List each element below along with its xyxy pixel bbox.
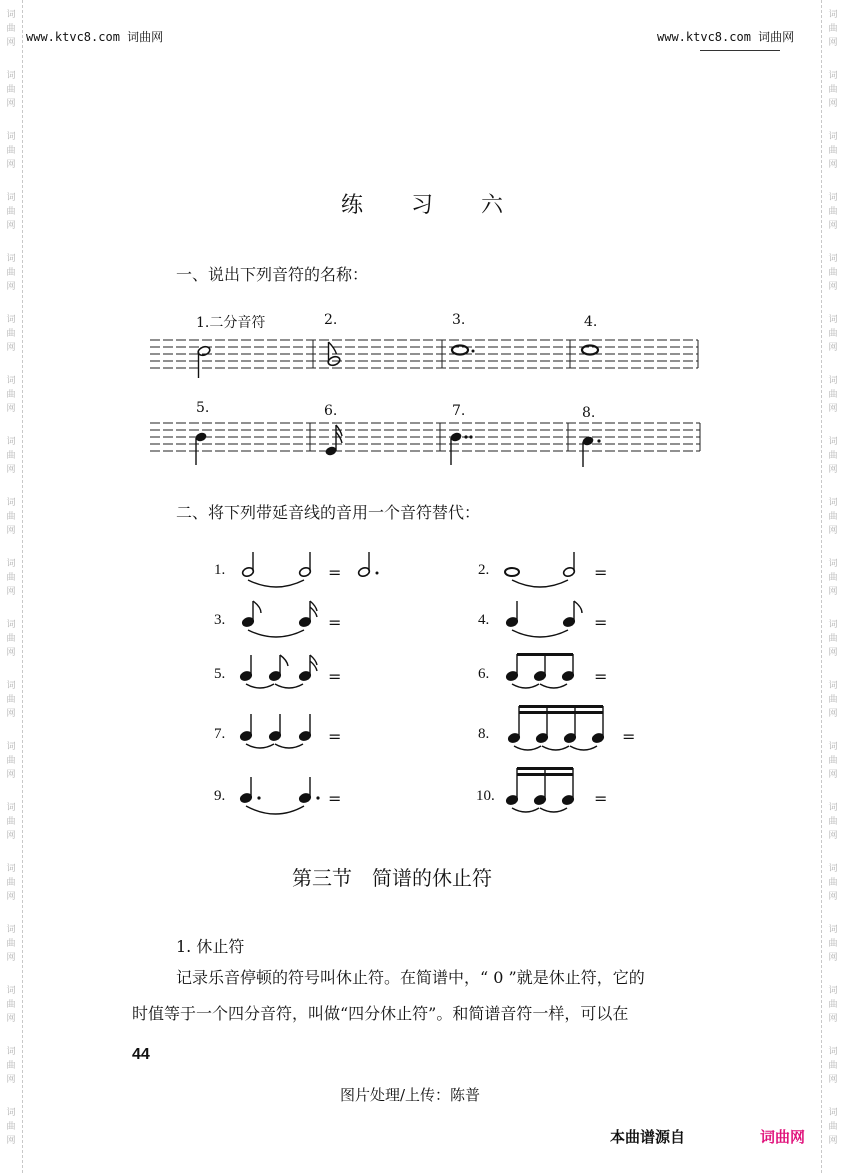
p1-item-4: 4. (584, 314, 598, 330)
beamed-sixteenths-three-icon (505, 767, 574, 812)
p1-item-5: 5. (196, 400, 210, 416)
p2-item-7-num: 7. (214, 726, 226, 742)
watermark-glyphs: 词 曲 网 (6, 559, 16, 597)
watermark-glyphs: 词 曲 网 (828, 498, 838, 536)
watermark-glyphs: 词 曲 网 (6, 803, 16, 841)
p2-item-2-num: 2. (478, 562, 490, 578)
p2-eq-2: = (594, 563, 608, 582)
watermark-glyphs: 词 曲 网 (6, 1108, 16, 1146)
watermark-glyphs: 词 曲 网 (828, 1047, 838, 1085)
quarter-eighth-sixteenth-tie-icon (239, 655, 317, 688)
watermark-glyphs: 词 曲 网 (6, 742, 16, 780)
beamed-sixteenths-four-icon (507, 705, 604, 750)
p2-item-5-num: 5. (214, 666, 226, 682)
watermark-glyphs: 词 曲 网 (828, 254, 838, 292)
p2-eq-5: = (328, 667, 342, 686)
watermark-glyphs: 词 曲 网 (6, 10, 16, 48)
p2-eq-6: = (594, 667, 608, 686)
p2-item-6-num: 6. (478, 666, 490, 682)
watermark-glyphs: 词 曲 网 (6, 1047, 16, 1085)
footer-credit: 图片处理/上传：陈普 (340, 1086, 481, 1104)
p2-eq-3: = (328, 613, 342, 632)
watermark-glyphs: 词 曲 网 (828, 71, 838, 109)
watermark-glyphs: 词 曲 网 (6, 620, 16, 658)
beamed-eighths-icon (505, 653, 574, 688)
part2-heading: 二、将下列带延音线的音用一个音符替代： (176, 503, 481, 522)
watermark-glyphs: 词 曲 网 (6, 864, 16, 902)
watermark-glyphs: 词 曲 网 (6, 315, 16, 353)
p1-item-1: 1.二分音符 (196, 315, 266, 331)
eighth-tie-sixteenth-icon (241, 601, 317, 637)
watermark-glyphs: 词 曲 网 (828, 864, 838, 902)
p2-eq-1: = (328, 563, 342, 582)
watermark-glyphs: 词 曲 网 (828, 803, 838, 841)
watermark-glyphs: 词 曲 网 (6, 132, 16, 170)
dotted-quarter-tie-icon (239, 777, 319, 814)
p2-eq-7: = (328, 727, 342, 746)
p2-item-3-num: 3. (214, 612, 226, 628)
watermark-glyphs: 词 曲 网 (828, 10, 838, 48)
watermark-glyphs: 词 曲 网 (6, 376, 16, 414)
p1-item-7: 7. (452, 403, 466, 419)
watermark-glyphs: 词 曲 网 (828, 315, 838, 353)
page-title: 练习六 (341, 193, 552, 218)
body-line-2: 时值等于一个四分音符，叫做“四分休止符”。和简谱音符一样，可以在 (132, 1004, 629, 1023)
p2-item-1-num: 1. (214, 562, 226, 578)
p1-item-8: 8. (582, 405, 596, 421)
p2-eq-10: = (594, 789, 608, 808)
p2-eq-9: = (328, 789, 342, 808)
quarter-tie-eighth-icon (505, 601, 582, 637)
watermark-glyphs: 词 曲 网 (828, 1108, 838, 1146)
header-left-site: 词曲网 (127, 30, 164, 44)
header-left-url[interactable]: www.ktvc8.com (26, 30, 120, 44)
watermark-glyphs: 词 曲 网 (6, 925, 16, 963)
three-quarters-tie-icon (239, 714, 311, 748)
body-line-1: 记录乐音停顿的符号叫休止符。在简谱中，“ 0 ”就是休止符，它的 (176, 968, 645, 987)
watermark-glyphs: 词 曲 网 (6, 986, 16, 1024)
header-right-site: 词曲网 (758, 30, 795, 44)
watermark-glyphs: 词 曲 网 (6, 681, 16, 719)
p2-item-9-num: 9. (214, 788, 226, 804)
footer-brand[interactable]: 词曲网 (760, 1128, 806, 1146)
watermark-glyphs: 词 曲 网 (828, 986, 838, 1024)
p2-item-10-num: 10. (476, 788, 495, 804)
header-right-url[interactable]: www.ktvc8.com (657, 30, 751, 44)
half-tie-half-icon (241, 552, 378, 587)
p2-eq-8: = (622, 727, 636, 746)
whole-tie-half-icon (505, 552, 576, 587)
p1-item-3: 3. (452, 312, 466, 328)
p2-item-4-num: 4. (478, 612, 490, 628)
watermark-glyphs: 词 曲 网 (6, 498, 16, 536)
watermark-glyphs: 词 曲 网 (828, 559, 838, 597)
section-title: 第三节 简谱的休止符 (292, 866, 492, 890)
part1-heading: 一、说出下列音符的名称： (176, 265, 369, 284)
page-number: 44 (132, 1046, 150, 1063)
watermark-glyphs: 词 曲 网 (828, 742, 838, 780)
watermark-glyphs: 词 曲 网 (828, 620, 838, 658)
watermark-glyphs: 词 曲 网 (828, 681, 838, 719)
watermark-glyphs: 词 曲 网 (6, 193, 16, 231)
p2-eq-4: = (594, 613, 608, 632)
footer-source: 本曲谱源自 (610, 1128, 686, 1146)
watermark-glyphs: 词 曲 网 (6, 71, 16, 109)
watermark-glyphs: 词 曲 网 (6, 437, 16, 475)
section-subheading: 1. 休止符 (176, 937, 245, 956)
watermark-glyphs: 词 曲 网 (828, 193, 838, 231)
p1-item-6: 6. (324, 403, 338, 419)
watermark-glyphs: 词 曲 网 (828, 376, 838, 414)
watermark-glyphs: 词 曲 网 (6, 254, 16, 292)
watermark-glyphs: 词 曲 网 (828, 437, 838, 475)
watermark-glyphs: 词 曲 网 (828, 925, 838, 963)
watermark-glyphs: 词 曲 网 (828, 132, 838, 170)
p2-item-8-num: 8. (478, 726, 490, 742)
p1-item-2: 2. (324, 312, 338, 328)
